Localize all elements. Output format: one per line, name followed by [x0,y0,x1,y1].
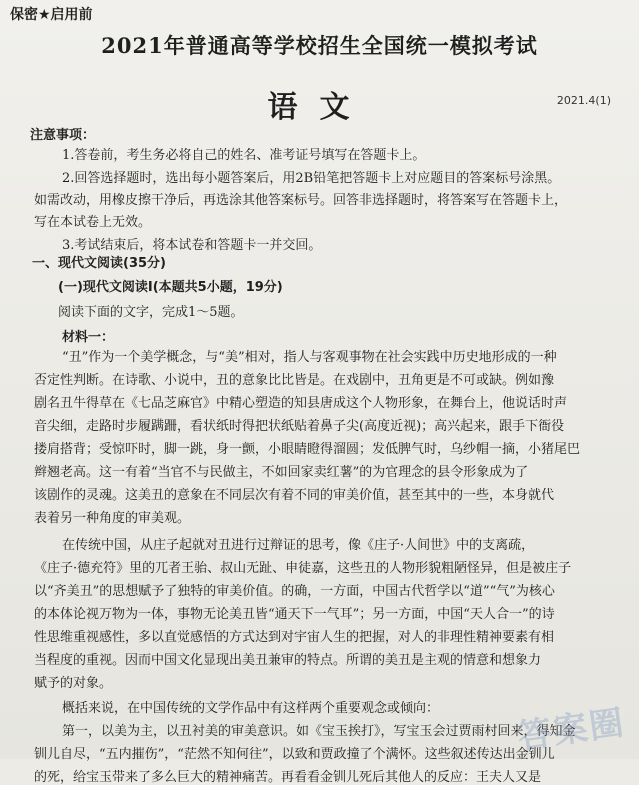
body-line: 以“齐美丑”的思想赋予了独特的审美价值。的确，一方面，中国古代哲学以“道”“气”为核心 [34,584,555,599]
body-line: 第一，以美为主，以丑衬美的审美意识。如《宝玉挨打》，写宝玉会过贾雨村回来，得知金 [62,724,576,739]
note-line: 3.考试结束后，将本试卷和答题卡一并交回。 [62,238,322,253]
note-line: 2.回答选择题时，选出每小题答案后，用2B铅笔把答题卡上对应题目的答案标号涂黑。 [62,171,561,186]
note-line: 1.答卷前，考生务必将自己的姓名、准考证号填写在答题卡上。 [62,148,426,163]
body-line: 在传统中国，从庄子起就对丑进行过辩证的思考，像《庄子·人间世》中的支离疏， [62,538,535,553]
material-label: 材料一： [62,330,115,345]
subject-title: 语文 [267,90,372,125]
body-line: “丑”作为一个美学概念，与“美”相对，指人与客观事物在社会实践中历史地形成的一种 [62,350,557,365]
body-line: 钏儿自尽，“五内摧伤”，“茫然不知何往”，以致和贾政撞了个满怀。这些叙述传达出金钏儿 [34,747,555,762]
exam-date: 2021.4(1) [556,94,611,107]
body-line: 赋予的对象。 [34,676,113,691]
notes-heading: 注意事项： [30,128,96,143]
body-line: 性思维重视感性，多以直觉感悟的方式达到对宇宙人生的把握，对人的非理性精神要素有相 [34,630,555,645]
body-line: 概括来说，在中国传统的文学作品中有这样两个重要观念或倾向： [62,701,440,716]
confidential-label: 保密★启用前 [10,7,93,23]
body-line: 的死，给宝玉带来了多么巨大的精神痛苦。再看看金钏儿死后其他人的反应：王夫人又是 [34,770,542,785]
reading-instruction: 阅读下面的文字，完成1～5题。 [58,305,244,320]
exam-title: 2021年普通高等学校招生全国统一模拟考试 [101,33,538,58]
note-line: 如需改动，用橡皮擦干净后，再选涂其他答案标号。回答非选择题时，将答案写在答题卡上， [34,193,568,208]
body-line: 的本体论视万物为一体，事物无论美丑皆“通天下一气耳”；另一方面，中国“天人合一”的诗 [34,607,555,622]
watermark: 答案圈 [515,702,628,758]
body-line: 剧名丑牛得草在《七品芝麻官》中精心塑造的知县唐成这个人物形象，在舞台上，他说话时声 [34,396,568,411]
body-line: 搂肩搭背；受惊吓时，脚一跳，身一颤，小眼睛瞪得溜圆；发低脾气时，乌纱帽一摘，小猪尾巴 [34,442,581,457]
body-line: 该剧作的灵魂。这美丑的意象在不同层次有着不同的审美价值，甚至其中的一些，本身就代 [34,488,555,503]
subsection-heading: (一)现代文阅读Ⅰ(本题共5小题，19分) [58,280,283,295]
body-line: 《庄子·德充符》里的兀者王骀、叔山无趾、申徒嘉，这些丑的人物形貌粗陋怪异，但是被庄子 [34,561,572,576]
body-line: 辫翘老高。这一有着“当官不与民做主，不如回家卖红薯”的为官理念的县令形象成为了 [34,465,529,480]
note-line: 写在本试卷上无效。 [34,215,152,230]
body-line: 表着另一种角度的审美观。 [34,511,191,526]
body-line: 当程度的重视。因而中国文化显现出美丑兼审的特点。所谓的美丑是主观的情意和想象力 [34,653,542,668]
body-line: 否定性判断。在诗歌、小说中，丑的意象比比皆是。在戏剧中，丑角更是不可或缺。例如豫 [34,373,555,388]
body-line: 音尖细，走路时步履蹒跚，看状纸时得把状纸贴着鼻子尖(高度近视)；高兴起来，跟手下衙役 [34,419,565,434]
section-heading: 一、现代文阅读(35分) [32,256,166,271]
